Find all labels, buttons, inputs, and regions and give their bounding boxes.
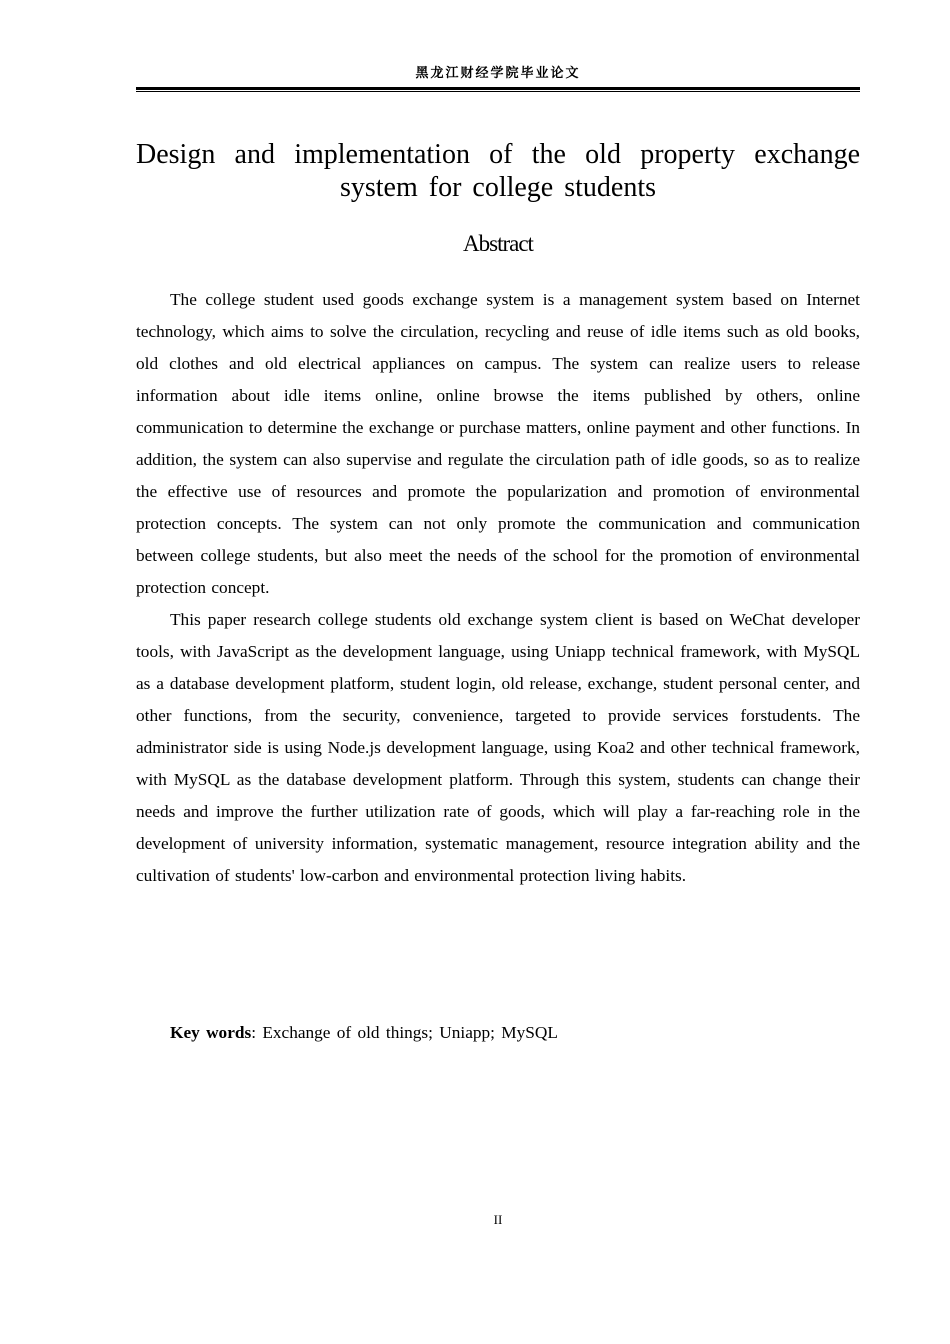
keywords-text: Exchange of old things; Uniapp; MySQL <box>262 1023 558 1042</box>
paper-title-line-2: system for college students <box>339 172 657 203</box>
keywords-line <box>170 1017 860 1049</box>
abstract-paragraph-2: This paper research college students old exchange system client is based on WeChat developer tools, with JavaScript as the development language, using Uniapp technical framework, with MySQL as a database development platform, student login, old release, exchange, student personal center, and other functions, from the security, convenience, targeted to provide services forstudents. The administrator side is using Node.js development language, using Koa2 and other technical framework, with MySQL as the database development platform. Through this system, students can change their needs and improve the further utilization rate of goods, which will play a far-reaching role in the development of university information, systematic management, resource integration ability and the cultivation of students' low-carbon and environmental protection living habits. <box>136 610 860 885</box>
header-double-rule <box>136 87 860 92</box>
keywords-label: Key words <box>170 1023 252 1042</box>
abstract-paragraph-1: The college student used goods exchange system is a management system based on Internet technology, which aims to solve the circulation, recycling and reuse of idle items such as old books, old clothes and old electrical appliances on campus. The system can realize users to release information about idle items online, online browse the items published by others, online communication to determine the exchange or purchase matters, online payment and other functions. In addition, the system can also supervise and regulate the circulation path of idle goods, so as to realize the effective use of resources and promote the popularization and promotion of environmental protection concepts. The system can not only promote the communication and communication between college students, but also meet the needs of the school for the promotion of environmental protection concept. <box>136 290 860 597</box>
paper-title <box>136 138 860 204</box>
keywords-separator: : <box>251 1023 263 1042</box>
abstract-heading: Abstract <box>463 231 533 256</box>
running-header: 黑龙江财经学院毕业论文 <box>415 66 581 81</box>
abstract-body <box>136 284 860 892</box>
page-number: II <box>493 1212 503 1227</box>
paper-title-line-1: Design and implementation of the old property exchange <box>136 139 860 170</box>
